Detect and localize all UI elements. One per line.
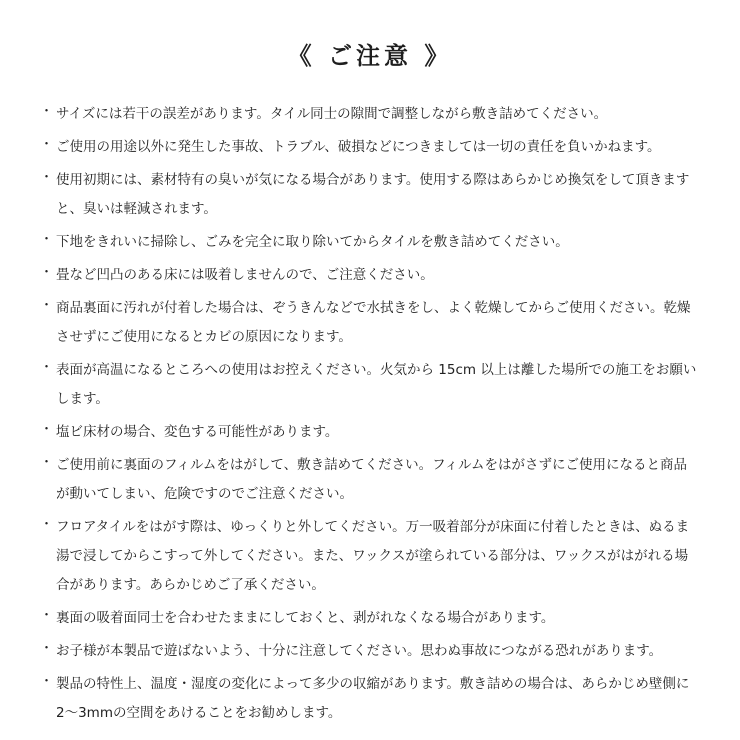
note-text: 製品の特性上、温度・湿度の変化によって多少の収縮があります。敷き詰めの場合は、あらかじめ壁側に 2～3mmの空間をあけることをお勧めします。: [56, 676, 690, 721]
note-text: 塩ビ床材の場合、変色する可能性があります。: [56, 424, 339, 440]
note-text: フロアタイルをはがす際は、ゆっくりと外してください。万一吸着部分が床面に付着したときは、ぬるま湯で浸してからこすって外してください。また、ワックスが塗られている部分は、ワックスがはがれる場合があります。あらかじめご了承ください。: [56, 519, 690, 593]
list-item: [40, 133, 700, 162]
bullet-icon: ・: [40, 608, 54, 623]
bullet-icon: ・: [40, 104, 54, 119]
list-item: [40, 670, 700, 728]
bullet-icon: ・: [40, 265, 54, 280]
list-item: [40, 261, 700, 290]
list-item: [40, 418, 700, 447]
list-item: [40, 513, 700, 600]
notes-list: [40, 100, 700, 732]
list-item: [40, 166, 700, 224]
list-item: [40, 637, 700, 666]
page-title: 《 ご注意 》: [287, 42, 453, 70]
list-item: [40, 294, 700, 352]
note-text: お子様が本製品で遊ばないよう、十分に注意してください。思わぬ事故につながる恐れがあります。: [56, 643, 663, 659]
note-text: 下地をきれいに掃除し、ごみを完全に取り除いてからタイルを敷き詰めてください。: [56, 234, 569, 250]
list-item: [40, 228, 700, 257]
list-item: [40, 100, 700, 129]
list-item: [40, 604, 700, 633]
bullet-icon: ・: [40, 517, 54, 532]
bullet-icon: ・: [40, 422, 54, 437]
note-text: 使用初期には、素材特有の臭いが気になる場合があります。使用する際はあらかじめ換気をして頂きますと、臭いは軽減されます。: [56, 172, 690, 217]
note-text: 表面が高温になるところへの使用はお控えください。火気から 15cm 以上は離した場所での施工をお願いします。: [56, 362, 697, 407]
note-text: 商品裏面に汚れが付着した場合は、ぞうきんなどで水拭きをし、よく乾燥してからご使用ください。乾燥させずにご使用になるとカビの原因になります。: [56, 300, 691, 345]
bullet-icon: ・: [40, 360, 54, 375]
list-item: [40, 356, 700, 414]
list-item: [40, 451, 700, 509]
bullet-icon: ・: [40, 641, 54, 656]
note-text: サイズには若干の誤差があります。タイル同士の隙間で調整しながら敷き詰めてください。: [56, 106, 608, 122]
bullet-icon: ・: [40, 455, 54, 470]
note-text: 畳など凹凸のある床には吸着しませんので、ご注意ください。: [56, 267, 434, 283]
bullet-icon: ・: [40, 137, 54, 152]
note-text: 裏面の吸着面同士を合わせたままにしておくと、剥がれなくなる場合があります。: [56, 610, 555, 626]
bullet-icon: ・: [40, 674, 54, 689]
note-text: ご使用の用途以外に発生した事故、トラブル、破損などにつきましては一切の責任を負いかねます。: [56, 139, 661, 155]
note-text: ご使用前に裏面のフィルムをはがして、敷き詰めてください。フィルムをはがさずにご使用になると商品が動いてしまい、危険ですのでご注意ください。: [56, 457, 687, 502]
bullet-icon: ・: [40, 170, 54, 185]
bullet-icon: ・: [40, 298, 54, 313]
bullet-icon: ・: [40, 232, 54, 247]
